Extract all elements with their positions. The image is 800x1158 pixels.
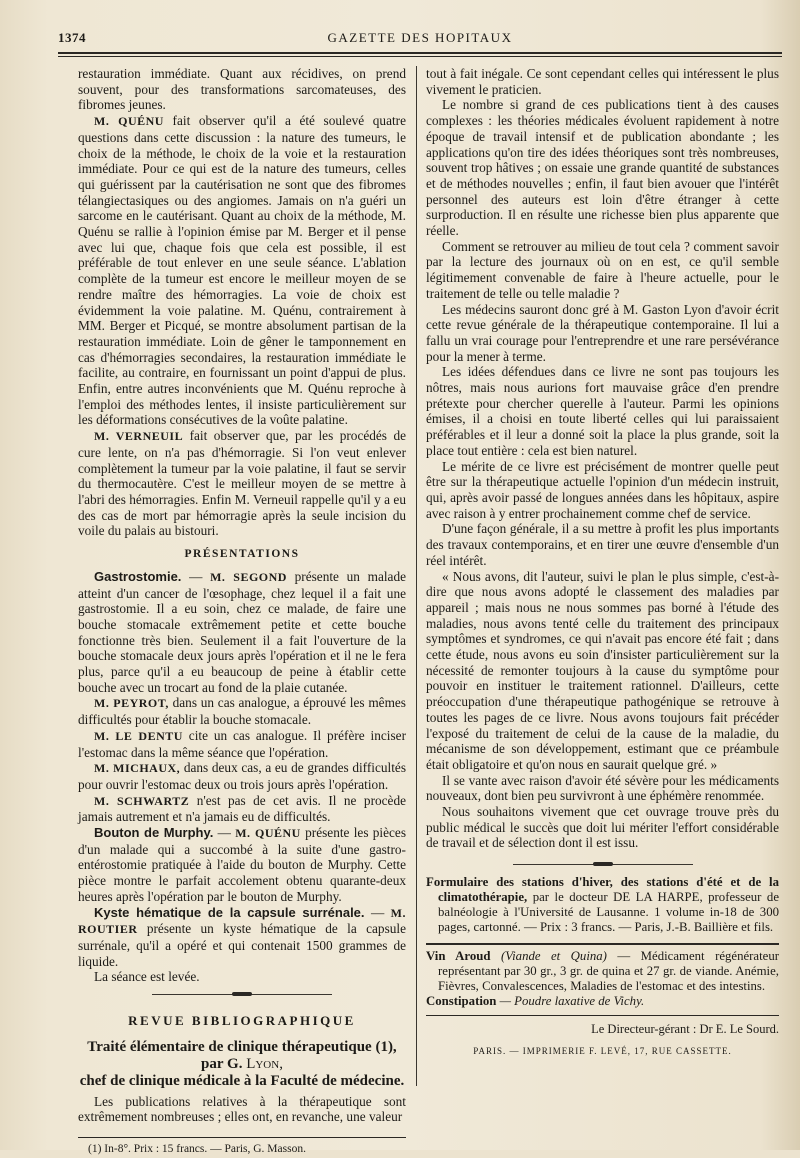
journal-title: GAZETTE DES HOPITAUX [327,30,513,45]
advertisement-vin-aroud [426,949,779,1009]
section-title-presentations: PRÉSENTATIONS [184,548,300,561]
speaker-name: M. QUÉNU [94,114,164,129]
closing-line: La séance est levée. [94,969,200,985]
paragraph [78,760,406,792]
paragraph-text: dans deux cas, a eu de grandes difficultés pour ouvrir l'estomac deux ou trois jours après l'opération. [78,760,407,792]
ad-title: Constipation [426,994,497,1009]
speaker-name: M. SCHWARTZ [94,793,190,808]
left-column [78,66,406,1158]
ad-body: par le docteur DE LA HARPE, professeur de balnéologie à l'Université de Lausanne. 1 volume in-18 de 300 pages, cartonné. — Prix : 3 francs. — Paris, J.-B. Baillière et fils. [438,890,779,935]
page-header [58,30,782,50]
header-rule [58,52,782,54]
paragraph: Les médecins sauront donc gré à M. Gaston Lyon d'avoir écrit cette revue générale de la thérapeutique contemporaine. Il lui a fallu un vrai courage pour l'entreprendre et une rare persévérance pour la mener à terme. [426,301,779,364]
page-number: 1374 [58,30,86,45]
paragraph [78,113,406,428]
ad-text [426,949,779,994]
paragraph: Comment se retrouver au milieu de tout cela ? comment savoir par la lecture des journaux où on en est, ce qu'il semble légitimement convenable de faire à l'heure actuelle, pour le traitement de telle ou telle maladie ? [426,238,779,301]
paragraph: Gastrostomie. — M. SEGOND présente un malade atteint d'un cancer de l'œsophage, chez lequel il a fait une gastrostomie. Il a eu soin, chez ce malade, de faire une bouche stomacale extrêmement petite et cette bouche fonctionne très bien. Seulement il a fait l'ouverture de la bouche stomacale deux jours après l'opération et il ne le fera plus, parce qu'il a eu beaucoup de peine à établir cette bouche avec un trocart au fond de la plaie cutanée. [78,568,406,695]
paragraph: Le mérite de ce livre est précisément de montrer quelle peut être sur la thérapeutique actuelle l'opinion d'un médecin instruit, qui, après avoir passé de longues années dans les hôpitaux, aspire avec raison à y entrer prochainement comme chef de service. [426,458,779,521]
paragraph: Le nombre si grand de ces publications tient à des causes complexes : les théories médicales évoluent rapidement à notre époque de travail intensif et de publication abondante ; les applications qu'on tire des idées théoriques sont très nombreuses, souvent trop hâtives ; on essaie une grande quantité de substances et de méthodes nouvelles ; enfin, il faut bien avouer que l'intérêt personnel des auteurs est loin d'être étranger à cette surproduction. Il en résulte une richesse bien plus apparente que réelle. [426,97,779,239]
paragraph: tout à fait inégale. Ce sont cependant celles qui intéressent le plus vivement le praticien. [426,66,779,97]
paragraph-text: cite un cas analogue. Il préfère inciser l'estomac dans la même séance que l'opération. [78,727,406,760]
paragraph: restauration immédiate. Quant aux récidives, on prend souvent, pour des transformations sarcomateuses, des fibromes jeunes. [78,66,406,113]
paragraph-text: n'est pas de cet avis. Il ne procède jamais autrement et n'a jamais eu de difficultés. [78,792,406,825]
speaker-name: M. VERNEUIL [94,429,184,444]
column-divider [416,66,417,1086]
paragraph-text: fait observer qu'il a été soulevé quatre questions dans cette discussion : la nature des tumeurs, le choix de la méthode, le choix de la voie et la restauration immédiate. Pour ce qui est de la nature des tumeurs, celles qui guérissent par la cautérisation ne sont que des fibromes télangiectasiques ou des angiomes. Jamais on n'a guéri un sarcome en le cautérisant. Quant au choix de la méthode, M. Quénu se rallie à l'opinion émise par M. Berger et il pense avec lui que, chaque fois que cela est possible, il est préférable de tout enlever en une seule séance. L'ablation complète de la tumeur est encore le meilleur moyen de se rendre maître des hémorragies. La voie de choix est évidemment la voie palatine. M. Quénu, contrairement à MM. Berger et Picqué, se montre absolument partisan de la restauration immédiate. Loin de gêner le tamponnement en cas d'hémorragies secondaires, la restauration immédiate le facilite, au contraire, en fournissant un point d'appui de plus. Enfin, entre autres inconvénients que M. Quénu reproche à l'emploi des méthodes lentes, il insiste particulièrement sur les déformations consécutives de la voûte palatine. [78,113,406,428]
speaker-name: M. SEGOND [210,569,287,584]
speaker-name: M. MICHAUX, [94,761,181,776]
speaker-name: M. PEYROT, [94,696,169,711]
speaker-name: M. ROUTIER [78,905,406,937]
paragraph: Les idées défendues dans ce livre ne sont pas toujours les nôtres, mais nous aurions fort mauvaise grâce d'en prendre prétexte pour chercher querelle à l'auteur. Parmi les opinions émises, il a choisi en toute liberté celles qui lui paraissaient préférables et il leur a donné soit la place la plus grande, soit la place tout entière : cela est bien naturel. [426,364,779,458]
paragraph [78,428,406,539]
paragraph-text: présente un malade atteint d'un cancer de l'œsophage, chez lequel il a fait une gastrostomie. Il a eu soin, chez ce malade, de faire une bouche stomacale extrêmement petite et cette bouche fonctionne très bien. Seulement il a fait l'ouverture de la bouche stomacale deux jours après l'opération et il ne le fera plus, parce qu'il a eu beaucoup de peine à établir cette bouche avec un trocart au fond de la plaie cutanée. [78,568,406,695]
ornament-divider [513,861,693,869]
paragraph: D'une façon générale, il a su mettre à profit les plus importants des travaux contemporains, et en tirer une œuvre d'ensemble d'un réel intérêt. [426,521,779,568]
ad-rule [426,943,779,945]
book-subtitle: chef de clinique médicale à la Faculté de médecine. [79,1072,405,1089]
paragraph-text: dans un cas analogue, a éprouvé les mêmes difficultés pour établir la bouche stomacale. [78,695,406,728]
paragraph [78,793,406,825]
footnote: (1) In-8°. Prix : 15 francs. — Paris, G. Masson. [88,1143,306,1156]
paragraph-text: fait observer que, par les procédés de cure lente, on n'a pas d'hémorragie. Si l'on veut enlever complètement la tumeur par la voie palatine, il faut se servir du thermocautère. C'est le meilleur moyen de se mettre à l'abri des hémorragies. Enfin M. Verneuil rappelle qu'il y a eu des cas de mort par hémorragie après la seule incision du voile du palais au bistouri. [78,428,406,539]
right-column [426,66,779,1060]
rubric: Kyste hématique de la capsule surrénale. [94,904,365,920]
ad-rule [426,1015,779,1016]
book-title [78,1039,406,1090]
paragraph-text: présente les pièces d'un malade qui a succombé à la suite d'une gastro-entérostomie pratiquée à l'aide du bouton de Murphy. Cette pièce montre le parfait accolement obtenu quarante-deux heures après l'opération par le bouton de Murphy. [78,825,406,904]
rubric: Bouton de Murphy. [94,825,214,841]
speaker-name: M. QUÉNU [235,826,301,841]
paragraph: Il se vante avec raison d'avoir été sévère pour les médicaments nouveaux, dont bien peu survivront à une éphémère renommée. [426,772,779,804]
ad-text [426,994,779,1009]
speaker-name: M. LE DENTU [94,728,183,743]
ad-title: Formulaire des stations d'hiver, des stations d'été et de la climatothérapie, [426,875,779,905]
ad-italic: (Viande et Quina) [500,949,607,964]
director-signature: Le Directeur-gérant : Dr E. Le Sourd. [591,1022,779,1037]
paragraph: Bouton de Murphy. — M. QUÉNU présente les pièces d'un malade qui a succombé à la suite d'une gastro-entérostomie pratiquée à l'aide du bouton de Murphy. Cette pièce montre le parfait accolement obtenu quarante-deux heures après l'opération par le bouton de Murphy. [78,825,406,904]
paragraph: Nous souhaitons vivement que cet ouvrage trouve près du public médical le succès que doit lui mériter l'effort considérable de travail et de sélection dont il est issu. [426,804,779,851]
printer-imprint: PARIS. — IMPRIMERIE F. LEVÉ, 17, RUE CASSETTE. [473,1045,732,1056]
section-title-review: REVUE BIBLIOGRAPHIQUE [128,1013,356,1029]
ad-title: Vin Aroud [426,949,491,964]
ad-body: — Poudre laxative de Vichy. [499,994,645,1009]
paragraph [78,728,406,760]
paragraph: Les publications relatives à la thérapeutique sont extrêmement nombreuses ; elles ont, en revanche, une valeur [78,1093,406,1125]
paragraph [78,695,406,727]
ad-text [426,875,779,935]
book-author: Lyon, [246,1055,283,1072]
ad-body: — Médicament régénérateur représentant par 30 gr., 3 gr. de quina et 27 gr. de viande. Anémie, Fièvres, Convalescences, Maladies de l'estomac et des intestins. [438,949,780,994]
advertisement-formulaire [426,875,779,935]
footnote-rule [78,1137,406,1138]
rubric: Gastrostomie. [94,568,182,584]
paragraph: Kyste hématique de la capsule surrénale. — M. ROUTIER présente un kyste hématique de la capsule surrénale, qu'il a opéré et qui contenait 1500 grammes de liquide. [78,904,406,969]
book-title-text: Traité élémentaire de clinique thérapeutique (1), par G. [87,1038,397,1072]
ornament-divider [152,991,332,999]
header-rule-thin [58,56,782,57]
paragraph-text: présente un kyste hématique de la capsule surrénale, qu'il a opéré et qui contenait 1500 grammes de liquide. [78,921,406,969]
paragraph: « Nous avons, dit l'auteur, suivi le plan le plus simple, c'est-à-dire que nous avons adopté le classement des maladies par appareil ; mais nous ne nous sommes pas borné à l'étude des maladies, nous avons tenté celle du traitement des principaux symptômes et syndromes, ce qui n'avait pas encore été fait ; dans cette étude, nous avons eu soin d'insister particulièrement sur la nécessité de remonter toujours à la cause du symptôme pour pouvoir en instituer le traitement rationnel. D'ailleurs, cette préoccupation d'une thérapeutique pathogénique se retrouve à toutes les pages de ce livre. Nous avons toujours fait précéder l'exposé du traitement de celui de la cause de la maladie, du mécanisme de son développement, estimant que ce préambule était obligatoire et qu'on nous en saurait quelque gré. » [426,568,779,772]
